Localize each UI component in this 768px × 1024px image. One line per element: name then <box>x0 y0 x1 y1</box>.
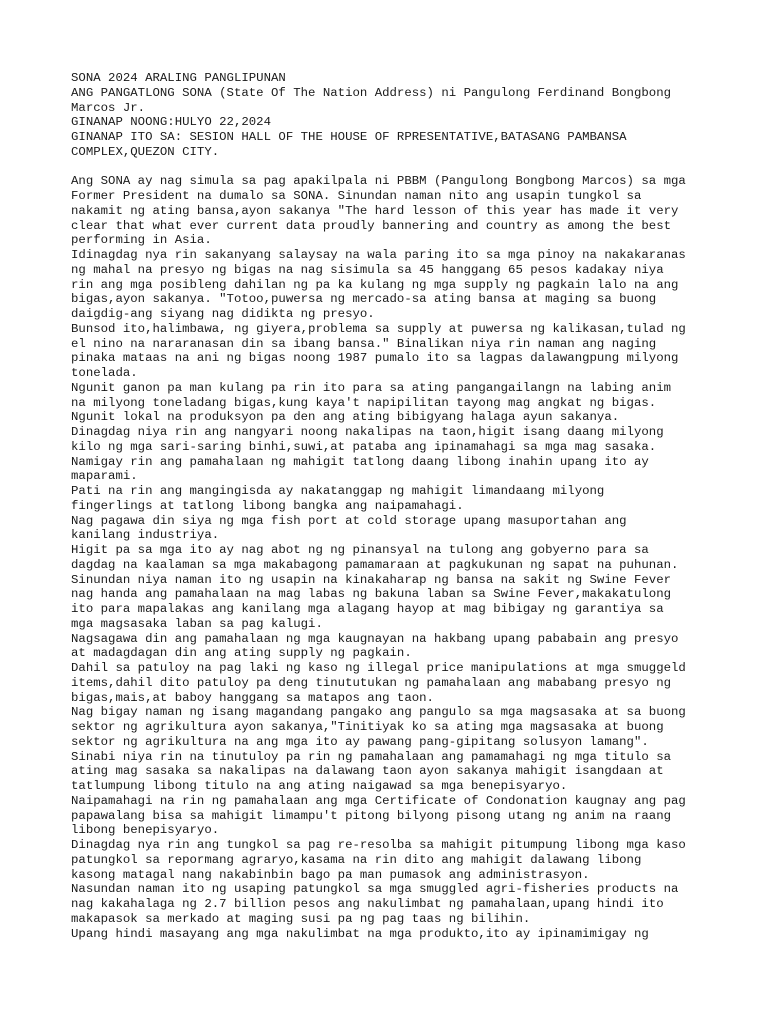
body-line: kasong matagal nang nakabinbin bago pa man pumasok ang administrasyon. <box>71 867 590 882</box>
body-line: bigas,ayon sakanya. "Totoo,puwersa ng mercado-sa ating bansa at maging sa buong <box>71 292 657 307</box>
doc-subtitle-line: ANG PANGATLONG SONA (State Of The Nation Address) ni Pangulong Ferdinand Bongbong <box>71 85 672 100</box>
body-line: fingerlings at tatlong libong bangka ang naipamahagi. <box>71 498 464 513</box>
document-header <box>71 71 711 160</box>
body-line: sektor ng agrikultura ayon sakanya,"Tinitiyak ko sa ating mga magsasaka at buong <box>71 720 664 734</box>
body-line: patungkol sa repormang agraryo,kasama na rin dito ang mahigit dalawang libong <box>71 852 642 867</box>
body-line: at madagdagan din ang ating supply ng pagkain. <box>71 646 412 661</box>
body-line <box>71 941 711 956</box>
document-text <box>71 71 711 956</box>
body-line: Nag bigay naman ng isang magandang pangako ang pangulo sa mga magsasaka at sa buong <box>71 705 686 720</box>
body-line: ito para mapalakas ang kanilang mga alagang hayop at mag bibigay ng garantiya sa <box>71 602 664 616</box>
body-line: Bunsod ito,halimbawa, ng giyera,problema sa supply at puwersa ng kalikasan,tulad ng <box>71 321 686 336</box>
body-line: tonelada. <box>71 366 138 380</box>
body-line: Nag pagawa din siya ng mga fish port at cold storage upang masuportahan ang <box>71 513 627 528</box>
body-line: dagdag na kaalaman sa mga makabagong pamamaraan at pagkukunan ng sapat na puhunan. <box>71 557 679 572</box>
body-line: items,dahil dito patuloy pa deng tinututukan ng pamahalaan ang mababang presyo ng <box>71 675 672 690</box>
body-line: Sinundan niya naman ito ng usapin na kinakaharap ng bansa na sakit ng Swine Fever <box>71 572 672 587</box>
body-line: Upang hindi masayang ang mga nakulimbat na mga produkto,ito ay ipinamimigay ng <box>71 926 649 941</box>
body-line: Dahil sa patuloy na pag laki ng kaso ng illegal price manipulations at mga smuggeld <box>71 661 686 675</box>
body-line: Dinagdag nya rin ang tungkol sa pag re-resolba sa mahigit pitumpung libong mga kaso <box>71 838 686 852</box>
body-line: daigdig-ang siyang nag didikta ng presyo. <box>71 307 375 321</box>
doc-title: SONA 2024 ARALING PANGLIPUNAN <box>71 71 286 85</box>
body-line: pinaka mataas na ani ng bigas noong 1987 pumalo ito sa lagpas dalawangpung milyong <box>71 351 679 366</box>
doc-date: GINANAP NOONG:HULYO 22,2024 <box>71 115 272 130</box>
body-line: Sinabi niya rin na tinutuloy pa rin ng pamahalaan ang pamamahagi ng mga titulo sa <box>71 749 672 764</box>
body-line: ating mag sasaka sa nakalipas na dalawang taon ayon sakanya mahigit isangdaan at <box>71 764 664 779</box>
body-line: nag handa ang pamahalaan na mag labas ng bakuna laban sa Swine Fever,makakatulong <box>71 587 672 602</box>
body-line: bigas,mais,at baboy hanggang sa matapos ang taon. <box>71 690 434 705</box>
body-line: maparami. <box>71 469 138 484</box>
body-line: performing in Asia. <box>71 233 212 248</box>
body-line: papawalang bisa sa mahigit limampu't pitong bilyong pisong utang ng anim na raang <box>71 808 672 823</box>
body-line: Namigay rin ang pamahalaan ng mahigit tatlong daang libong inahin upang ito ay <box>71 454 649 469</box>
body-line: mga magsasaka laban sa pag kalugi. <box>71 616 323 631</box>
body-line: Naipamahagi na rin ng pamahalaan ang mga Certificate of Condonation kaugnay ang pag <box>71 793 686 808</box>
body-line: Pati na rin ang mangingisda ay nakatanggap ng mahigit limandaang milyong <box>71 484 605 498</box>
body-line: makapasok sa merkado at maging susi pa ng pag taas ng bilihin. <box>71 911 531 926</box>
body-line: Nasundan naman ito ng usaping patungkol sa mga smuggled agri-fisheries products na <box>71 882 679 897</box>
body-line: nag kakahalaga ng 2.7 billion pesos ang nakulimbat ng pamahalaan,upang hindi ito <box>71 897 664 911</box>
body-line: kanilang industriya. <box>71 528 220 543</box>
body-line: Ang SONA ay nag simula sa pag apakilpala ni PBBM (Pangulong Bongbong Marcos) sa mga <box>71 174 686 189</box>
document-body <box>71 174 711 956</box>
body-line: el nino na nararanasan din sa ibang bansa." Binalikan niya rin naman ang naging <box>71 336 657 351</box>
body-line: Former President na dumalo sa SONA. Sinundan naman nito ang usapin tungkol sa <box>71 189 642 203</box>
body-line: Ngunit ganon pa man kulang pa rin ito para sa ating pangangailangn na labing anim <box>71 380 672 395</box>
body-line: Dinagdag niya rin ang nangyari noong nakalipas na taon,higit isang daang milyong <box>71 425 664 439</box>
body-line: kilo ng mga sari-saring binhi,suwi,at pataba ang ipinamahagi sa mga mag sasaka. <box>71 439 657 454</box>
doc-venue-line: GINANAP ITO SA: SESION HALL OF THE HOUSE OF RPRESENTATIVE,BATASANG PAMBANSA <box>71 130 627 144</box>
body-line: rin ang mga posibleng dahilan ng pa ka kulang ng mga supply ng pagkain lalo na ang <box>71 277 679 292</box>
body-line: ng mahal na presyo ng bigas na nag sisimula sa 45 hanggang 65 pesos kadakay niya <box>71 262 664 277</box>
body-line: nakamit ng ating bansa,ayon sakanya "The hard lesson of this year has made it very <box>71 203 679 218</box>
body-line: Ngunit lokal na produksyon pa den ang ating bibigyang halaga ayun sakanya. <box>71 410 620 425</box>
body-line: clear that what ever current data proudly bannering and country as among the best <box>71 218 672 233</box>
body-line: libong benepisyaryo. <box>71 823 220 838</box>
blank-line <box>71 160 711 175</box>
body-line: tatlumpung libong titulo na ang ating naigawad sa mga benepisyaryo. <box>71 779 568 793</box>
doc-venue-line: COMPLEX,QUEZON CITY. <box>71 144 220 159</box>
body-line: Higit pa sa mga ito ay nag abot ng ng pinansyal na tulong ang gobyerno para sa <box>71 543 649 557</box>
body-line: na milyong toneladang bigas,kung kaya't napipilitan tayong mag angkat ng bigas. <box>71 395 657 410</box>
body-line: Idinagdag nya rin sakanyang salaysay na wala paring ito sa mga pinoy na nakakaranas <box>71 248 686 262</box>
body-line: Nagsagawa din ang pamahalaan ng mga kaugnayan na hakbang upang pababain ang presyo <box>71 631 679 646</box>
doc-subtitle-line: Marcos Jr. <box>71 100 146 115</box>
body-line: sektor ng agrikultura na ang mga ito ay pawang pang-gipitang solusyon lamang". <box>71 734 649 749</box>
